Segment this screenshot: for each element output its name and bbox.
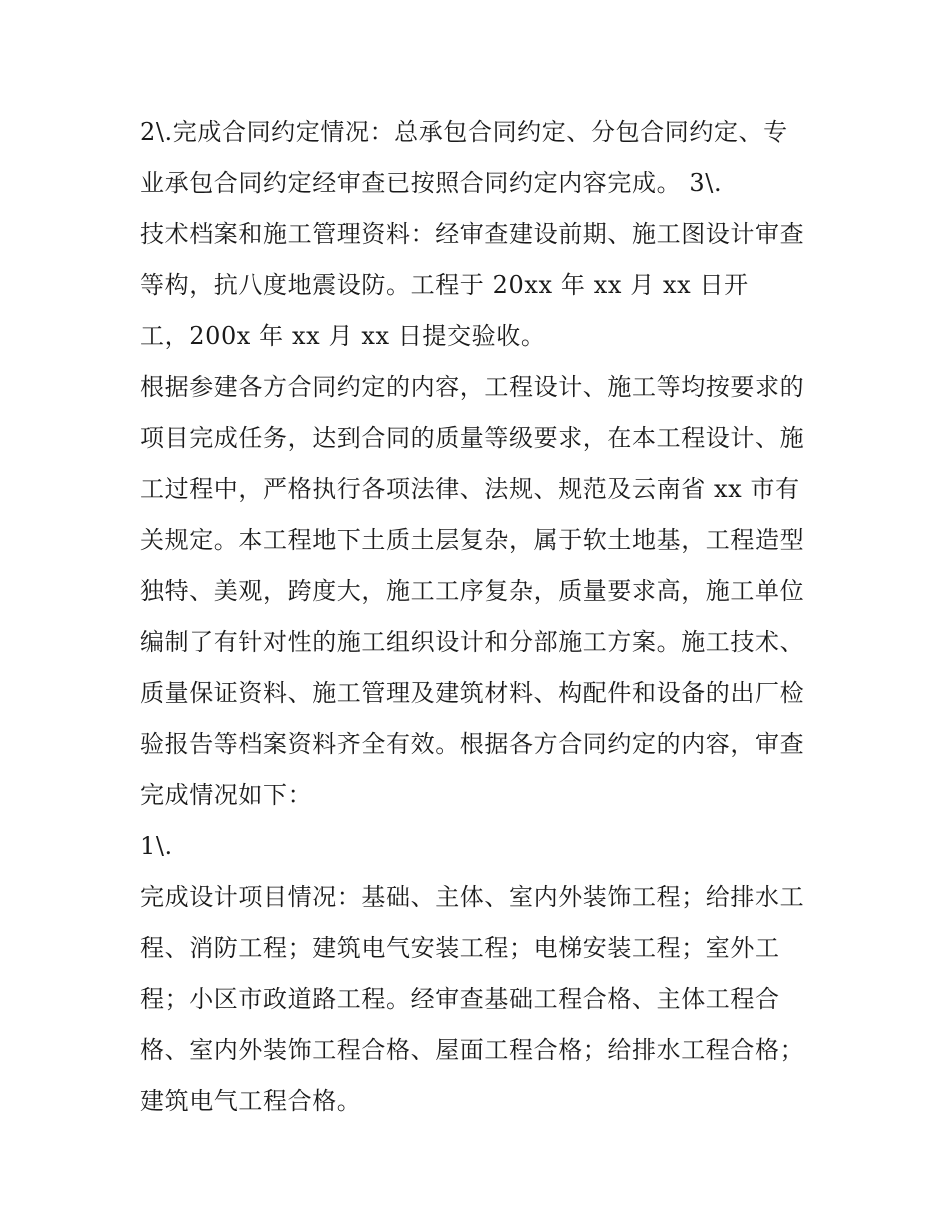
text-line: 根据参建各方合同约定的内容，工程设计、施工等均按要求的	[140, 373, 805, 401]
text-line: 质量保证资料、施工管理及建筑材料、构配件和设备的出厂检	[140, 679, 805, 707]
text-line: 1\.	[140, 832, 173, 860]
text-line: 格、室内外装饰工程合格、屋面工程合格；给排水工程合格；	[140, 1036, 805, 1064]
document-body	[140, 107, 820, 1127]
text-line: 业承包合同约定经审查已按照合同约定内容完成。 3\.	[140, 169, 723, 197]
text-line: 程；小区市政道路工程。经审查基础工程合格、主体工程合	[140, 985, 780, 1013]
text-line: 建筑电气工程合格。	[140, 1087, 362, 1115]
text-line: 独特、美观，跨度大，施工工序复杂，质量要求高，施工单位	[140, 577, 805, 605]
text-line: 关规定。本工程地下土质土层复杂，属于软土地基，工程造型	[140, 526, 805, 554]
text-line: 工过程中，严格执行各项法律、法规、规范及云南省 xx 市有	[140, 475, 800, 503]
text-line: 验报告等档案资料齐全有效。根据各方合同约定的内容，审查	[140, 730, 805, 758]
text-line: 完成情况如下：	[140, 781, 313, 809]
text-line: 等构，抗八度地震设防。工程于 20xx 年 xx 月 xx 日开	[140, 271, 749, 299]
text-line: 编制了有针对性的施工组织设计和分部施工方案。施工技术、	[140, 628, 805, 656]
text-line: 项目完成任务，达到合同的质量等级要求，在本工程设计、施	[140, 424, 805, 452]
text-line: 2\.完成合同约定情况：总承包合同约定、分包合同约定、专	[140, 118, 788, 146]
text-line: 程、消防工程；建筑电气安装工程；电梯安装工程；室外工	[140, 934, 780, 962]
text-line: 工，200x 年 xx 月 xx 日提交验收。	[140, 322, 546, 350]
text-line: 完成设计项目情况：基础、主体、室内外装饰工程；给排水工	[140, 883, 805, 911]
text-line: 技术档案和施工管理资料：经审查建设前期、施工图设计审查	[140, 220, 805, 248]
